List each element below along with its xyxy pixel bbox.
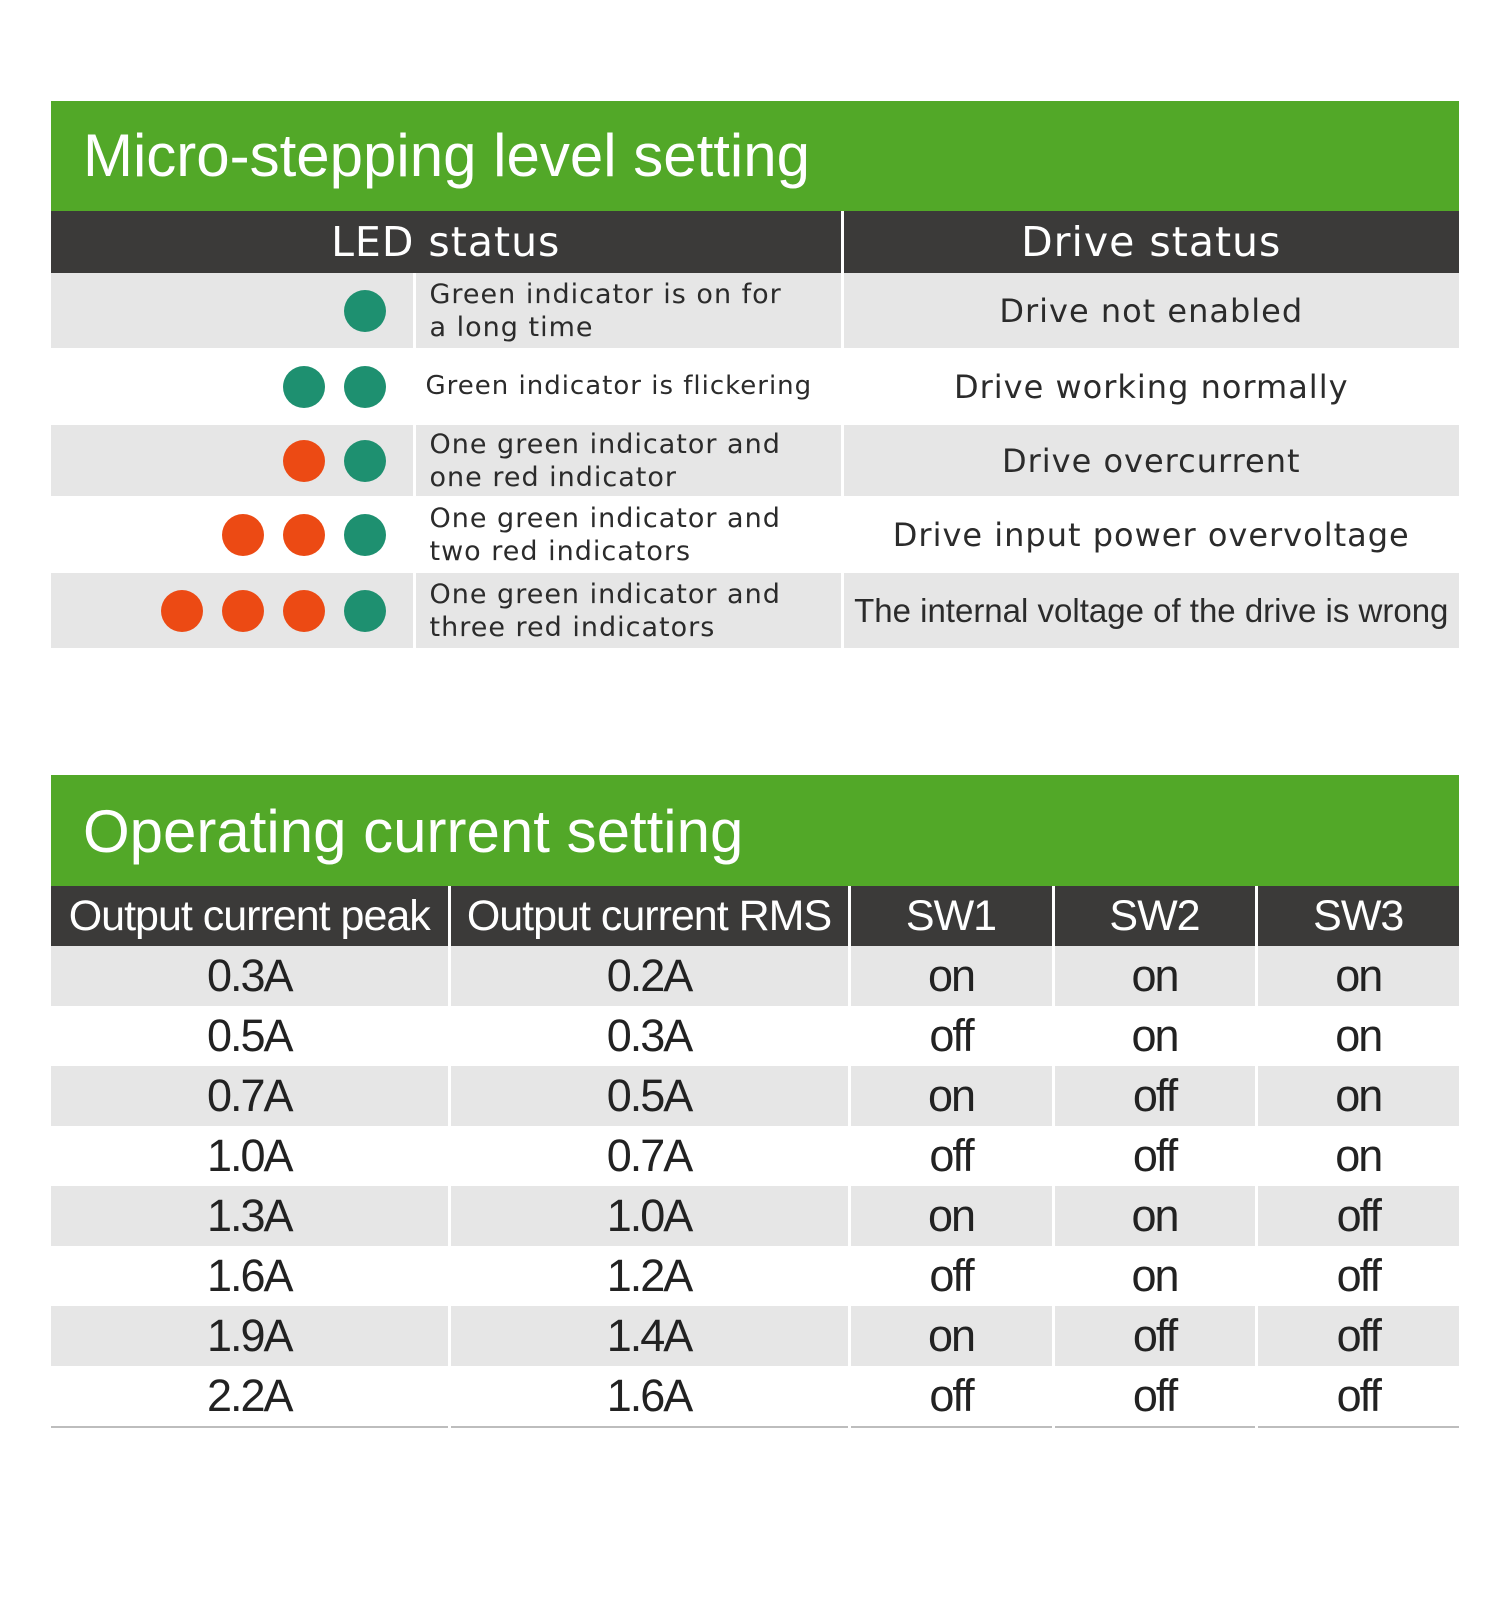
table-cell: 1.2A: [449, 1246, 849, 1306]
drive-status: Drive overcurrent: [842, 425, 1459, 496]
led-status-table: [51, 211, 1459, 648]
red-led-icon: [283, 440, 325, 482]
current-table: [51, 886, 1459, 1428]
table-cell: 1.0A: [449, 1186, 849, 1246]
table-cell: on: [1256, 1006, 1459, 1066]
drive-status: Drive not enabled: [842, 273, 1459, 348]
drive-status-header: Drive status: [842, 211, 1459, 273]
table-row: [51, 1246, 1459, 1306]
led-indicators: [51, 273, 414, 348]
led-description: Green indicator is flickering: [414, 348, 842, 425]
table-cell: 1.3A: [51, 1186, 449, 1246]
microstepping-title: Micro-stepping level setting: [51, 101, 1459, 211]
led-row: [51, 348, 1459, 425]
drive-status: Drive working normally: [842, 348, 1459, 425]
table-cell: on: [1053, 1186, 1256, 1246]
column-header: SW3: [1256, 886, 1459, 946]
table-cell: 0.3A: [449, 1006, 849, 1066]
table-cell: on: [849, 1306, 1053, 1366]
table-cell: on: [1256, 1126, 1459, 1186]
led-row: [51, 425, 1459, 496]
column-header: SW2: [1053, 886, 1256, 946]
table-cell: 1.4A: [449, 1306, 849, 1366]
led-status-header: LED status: [51, 211, 842, 273]
table-cell: off: [849, 1126, 1053, 1186]
table-cell: off: [1256, 1366, 1459, 1427]
table-cell: off: [849, 1006, 1053, 1066]
operating-current-section: [51, 775, 1459, 1428]
led-indicators: [51, 348, 414, 425]
led-description: One green indicator and two red indicators: [414, 496, 842, 573]
table-cell: off: [1053, 1366, 1256, 1427]
green-led-icon: [283, 366, 325, 408]
table-cell: on: [1053, 946, 1256, 1006]
green-led-icon: [344, 440, 386, 482]
led-row: [51, 496, 1459, 573]
red-led-icon: [283, 590, 325, 632]
table-row: [51, 1306, 1459, 1366]
table-cell: 1.9A: [51, 1306, 449, 1366]
table-cell: off: [849, 1366, 1053, 1427]
table-row: [51, 1186, 1459, 1246]
table-cell: 1.6A: [449, 1366, 849, 1427]
table-cell: off: [1256, 1246, 1459, 1306]
operating-current-title: Operating current setting: [51, 775, 1459, 886]
column-header: Output current RMS: [449, 886, 849, 946]
table-cell: 0.5A: [51, 1006, 449, 1066]
green-led-icon: [344, 514, 386, 556]
led-indicators: [51, 496, 414, 573]
led-description: Green indicator is on for a long time: [414, 273, 842, 348]
red-led-icon: [283, 514, 325, 556]
green-led-icon: [344, 590, 386, 632]
microstepping-section: [51, 101, 1459, 648]
green-led-icon: [344, 366, 386, 408]
table-cell: 0.5A: [449, 1066, 849, 1126]
table-row: [51, 1066, 1459, 1126]
red-led-icon: [161, 590, 203, 632]
led-description: One green indicator and three red indicators: [414, 573, 842, 648]
table-cell: 2.2A: [51, 1366, 449, 1427]
table-cell: on: [1256, 1066, 1459, 1126]
table-cell: on: [1053, 1246, 1256, 1306]
led-row: [51, 273, 1459, 348]
table-cell: off: [1053, 1306, 1256, 1366]
table-cell: 0.7A: [449, 1126, 849, 1186]
table-row: [51, 1366, 1459, 1427]
table-cell: 0.2A: [449, 946, 849, 1006]
table-cell: on: [849, 1186, 1053, 1246]
table-cell: 1.0A: [51, 1126, 449, 1186]
table-cell: on: [1256, 946, 1459, 1006]
current-table-header: [51, 886, 1459, 946]
table-cell: on: [849, 946, 1053, 1006]
led-indicators: [51, 573, 414, 648]
led-indicators: [51, 425, 414, 496]
table-cell: off: [1256, 1186, 1459, 1246]
table-cell: 0.7A: [51, 1066, 449, 1126]
table-row: [51, 1006, 1459, 1066]
table-row: [51, 1126, 1459, 1186]
led-row: [51, 573, 1459, 648]
drive-status: The internal voltage of the drive is wrong: [842, 573, 1459, 648]
table-row: [51, 946, 1459, 1006]
red-led-icon: [222, 590, 264, 632]
table-cell: 1.6A: [51, 1246, 449, 1306]
column-header: SW1: [849, 886, 1053, 946]
table-cell: off: [1053, 1066, 1256, 1126]
drive-status: Drive input power overvoltage: [842, 496, 1459, 573]
green-led-icon: [344, 290, 386, 332]
table-cell: 0.3A: [51, 946, 449, 1006]
table-cell: on: [849, 1066, 1053, 1126]
table-cell: off: [1256, 1306, 1459, 1366]
table-cell: on: [1053, 1006, 1256, 1066]
red-led-icon: [222, 514, 264, 556]
led-description: One green indicator and one red indicator: [414, 425, 842, 496]
column-header: Output current peak: [51, 886, 449, 946]
table-cell: off: [1053, 1126, 1256, 1186]
table-cell: off: [849, 1246, 1053, 1306]
current-table-body: [51, 946, 1459, 1427]
